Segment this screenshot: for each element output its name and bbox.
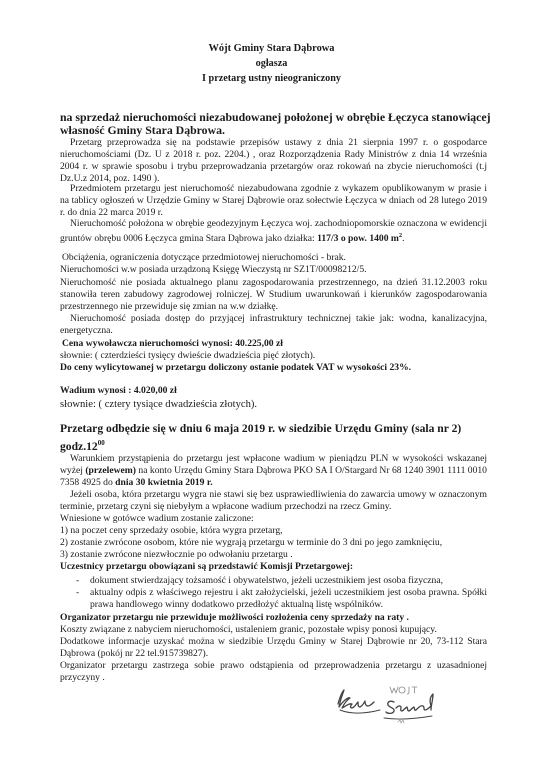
deposit-deadline: dnia 30 kwietnia 2019 r. [115, 477, 213, 488]
plot-number: 117/3 o pow. 1400 m [317, 233, 399, 245]
infrastructure-paragraph: Nieruchomość posiada dostęp do przyjącej infrastruktury technicznej takie jak: wodna, kanalizacyjna, energetyczna. [60, 313, 487, 336]
deposit-rule-2: 2) zostanie zwrócone osobom, które nie wygrają przetargu w terminie do 3 dni po jego zamknięciu, [60, 537, 443, 548]
location-text: Nieruchomość położona w obrębie geodezyjnym Łęczyca woj. zachodniopomorskie oznaczona w ewidencji gruntów obrębu 0006 Łęczyca gmina Stara Dąbrowa jako działka: [60, 218, 487, 245]
contact-info: Dodatkowe informacje uzyskać można w siedzibie Urzędu Gminy w Starej Dąbrowie nr 20, 73-112 Stara Dąbrowa (pokój nr 22 tel.915739827). [60, 636, 487, 659]
deposit-rule-3: 3) zostanie zwrócone niezwłocznie po odwołaniu przetargu . [60, 549, 293, 560]
deposit-amount: Wadium wynosi : 4.020,00 zł [60, 385, 177, 396]
land-register-line: Nieruchomości w.w posiada urządzoną Księgę Wieczystą nr SZ1T/00098212/5. [60, 264, 367, 275]
forfeit-paragraph: Jeżeli osoba, która przetargu wygra nie stawi się bez usprawiedliwienia do zawarcia umowy w oznaczonym terminie, przetarg czyni się niebyłym a wpłacone wadium przechodzi na rzecz Gminy. [60, 489, 487, 512]
starting-price: Cena wywoławcza nieruchomości wynosi: 40.225,00 zł [62, 338, 283, 349]
issuer-title: Wójt Gminy Stara Dąbrowa [208, 43, 335, 54]
deposit-words: słownie: ( cztery tysiące dwadzieścia złotych). [60, 399, 258, 410]
encumbrances-line: Obciążenia, ograniczenia dotyczące przedmiotowej nieruchomości - brak. [62, 252, 346, 263]
lead-paragraph: na sprzedaż nieruchomości niezabudowanej położonej w obrębie Łęczyca stanowiącej własność Gminy Stara Dąbrowa. [60, 110, 491, 137]
participant-requirement: - dokument stwierdzający tożsamość i obywatelstwo, jeżeli uczestnikiem jest osoba fizyczna, [76, 575, 487, 587]
zoning-paragraph: Nieruchomość nie posiada aktualnego planu zagospodarowania przestrzennego, na dzień 31.12.2003 roku stanowiła teren zabudowy zagrodowej rolniczej. W Studium uwarunkowań i kierunków zagospodarowania przestrzennego nie przewiduje się zmian na w.w działkę. [60, 277, 487, 312]
participants-list [76, 575, 487, 611]
announcement-subtitle: I przetarg ustny nieograniczony [202, 73, 341, 84]
location-end: . [402, 233, 405, 245]
area-exponent: 2 [398, 232, 403, 239]
announcement-verb: ogłasza [255, 58, 288, 69]
vat-note: Do ceny wylicytowanej w przetargu doliczony ostanie podatek VAT w wysokości 23%. [60, 362, 412, 373]
deposit-condition-text: Warunkiem przystąpienia do przetargu jest wpłacone wadium w pieniądzu PLN w wysokości wskazanej wyżej [60, 453, 487, 476]
deposit-rule-1: 1) na poczet ceny sprzedaży osobie, która wygra przetarg, [60, 525, 283, 536]
costs-note: Koszty związane z nabyciem nieruchomości, ustaleniem granic, pozostałe wpisy ponosi kupujący. [60, 624, 437, 635]
auction-date-paragraph [60, 422, 490, 454]
location-paragraph [60, 218, 487, 245]
signature-stamp [332, 678, 462, 730]
legal-basis-paragraph: Przetarg przeprowadza się na podstawie przepisów ustawy z dnia 21 sierpnia 1997 r. o gospodarce nieruchomościami (Dz. U z 2018 r. poz. 2204.) , oraz Rozporządzenia Rady Ministrów z dnia 14 września 2004 r. w sprawie sposobu i trybu przeprowadzania przetargów oraz rokowań na zbycie nieruchomości (t.j Dz.U.z 2014, poz. 1490 ). [60, 137, 487, 184]
auction-hour-minutes: 00 [97, 439, 105, 447]
subject-paragraph: Przedmiotem przetargu jest nieruchomość niezabudowana zgodnie z wykazem opublikowanym w prasie i na tablicy ogłoszeń w Urzędzie Gminy w Starej Dąbrowie oraz sołectwie Łęczyca w dniach od 28 lutego 2019 r. do dnia 22 marca 2019 r. [60, 183, 487, 218]
starting-price-words: słownie: ( czterdzieści tysięcy dwieście dwadzieścia pięć złotych). [60, 350, 316, 361]
transfer-note: (przelewem) [85, 465, 136, 476]
participants-heading: Uczestnicy przetargu obowiązani są przedstawić Komisji Przetargowej: [60, 561, 354, 572]
bank-account-text: na konto Urzędu Gminy Stara Dąbrowa PKO SA I O/Stargard Nr 68 1240 3901 1111 0010 7358 4925 do [60, 465, 487, 488]
deposit-condition-paragraph [60, 453, 487, 489]
auction-date-text: Przetarg odbędzie się w dniu 6 maja 2019 r. w siedzibie Urzędu Gminy (sala nr 2) godz.12 [60, 422, 462, 453]
deposit-rules-intro: Wniesione w gotówce wadium zostanie zaliczone: [60, 513, 254, 524]
withdrawal-reservation: Organizator przetargu zastrzega sobie prawo odstąpienia od przeprowadzenia przetargu z uzasadnionej przyczyny . [60, 660, 487, 683]
installments-note: Organizator przetargu nie przewiduje możliwości rozłożenia ceny sprzedaży na raty . [60, 612, 409, 623]
participant-requirement: - aktualny odpis z właściwego rejestru i akt założycielski, jeżeli uczestnikiem jest osoba prawna. Spółki prawa handlowego winny dodatkowo przedłożyć aktualną listę wspólników. [76, 587, 487, 611]
